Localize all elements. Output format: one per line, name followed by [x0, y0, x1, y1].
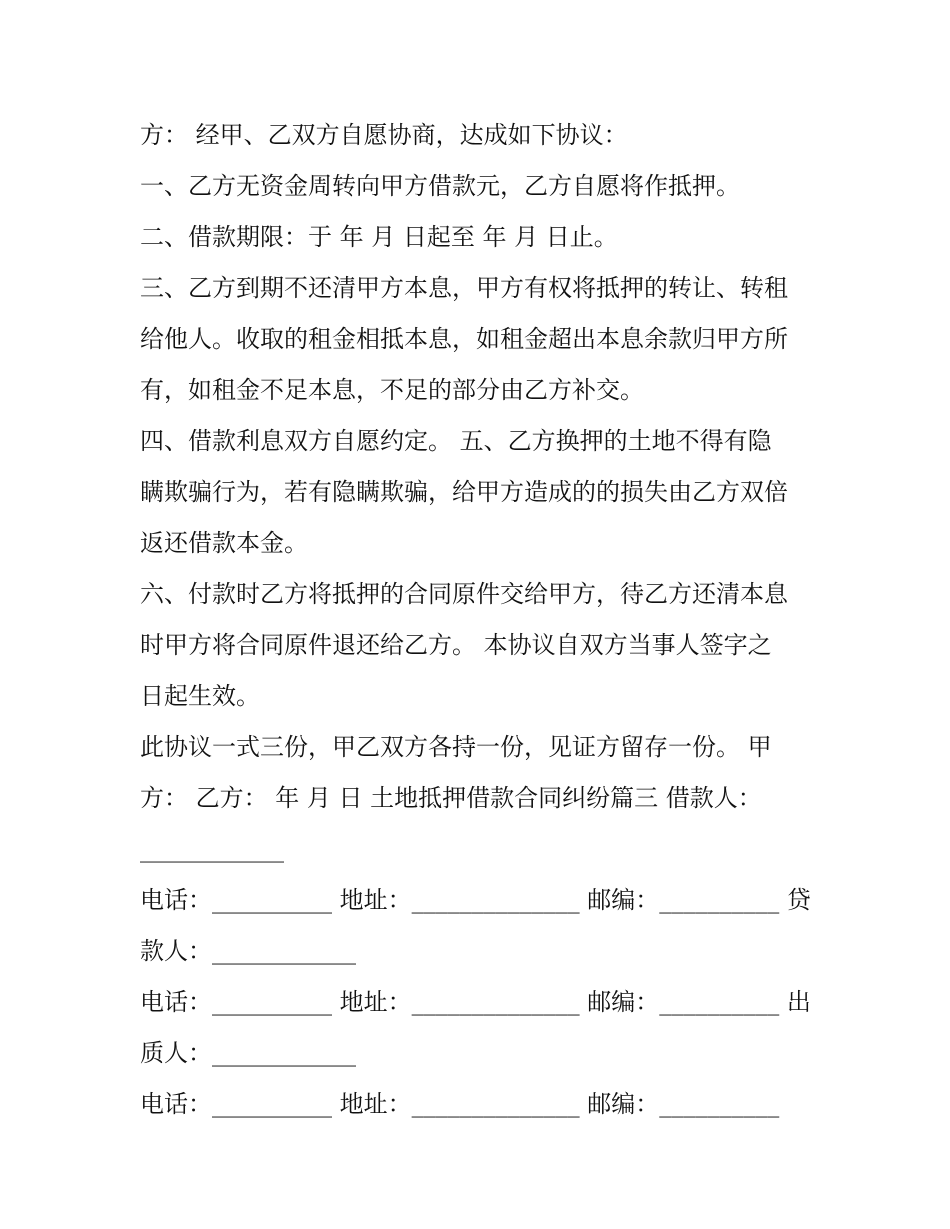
- text-line-13: 此协议一式三份，甲乙双方各持一份，见证方留存一份。 甲: [140, 733, 772, 761]
- text-line-3: 二、借款期限：于 年 月 日起至 年 月 日止。: [140, 223, 618, 251]
- text-line-1: 方： 经甲、乙双方自愿协商，达成如下协议：: [140, 121, 628, 149]
- borrower-blank-line: ____________: [140, 835, 284, 863]
- text-line-11: 时甲方将合同原件退还给乙方。 本协议自双方当事人签字之: [140, 631, 772, 659]
- text-line-2: 一、乙方无资金周转向甲方借款元，乙方自愿将作抵押。: [140, 172, 740, 200]
- text-line-4: 三、乙方到期不还清甲方本息，甲方有权将抵押的转让、转租: [140, 274, 788, 302]
- text-line-8: 瞒欺骗行为，若有隐瞒欺骗，给甲方造成的的损失由乙方双倍: [140, 478, 788, 506]
- pledgor-contact-line: 电话：__________ 地址：______________ 邮编：__________: [140, 1090, 780, 1118]
- document-body: [140, 110, 820, 1130]
- text-line-6: 有，如租金不足本息，不足的部分由乙方补交。: [140, 376, 644, 404]
- text-line-10: 六、付款时乙方将抵押的合同原件交给甲方，待乙方还清本息: [140, 580, 788, 608]
- lender-contact-line: 电话：__________ 地址：______________ 邮编：__________ 出: [140, 988, 811, 1016]
- text-line-12: 日起生效。: [140, 682, 260, 710]
- text-line-7: 四、借款利息双方自愿约定。 五、乙方换押的土地不得有隐: [140, 427, 772, 455]
- lender-line: 款人：____________: [140, 937, 356, 965]
- text-line-5: 给他人。收取的租金相抵本息，如租金超出本息余款归甲方所: [140, 325, 788, 353]
- text-line-14: 方： 乙方： 年 月 日 土地抵押借款合同纠纷篇三 借款人：: [140, 784, 762, 812]
- text-line-9: 返还借款本金。: [140, 529, 308, 557]
- borrower-contact-line: 电话：__________ 地址：______________ 邮编：__________ 贷: [140, 886, 811, 914]
- pledgor-line: 质人：____________: [140, 1039, 356, 1067]
